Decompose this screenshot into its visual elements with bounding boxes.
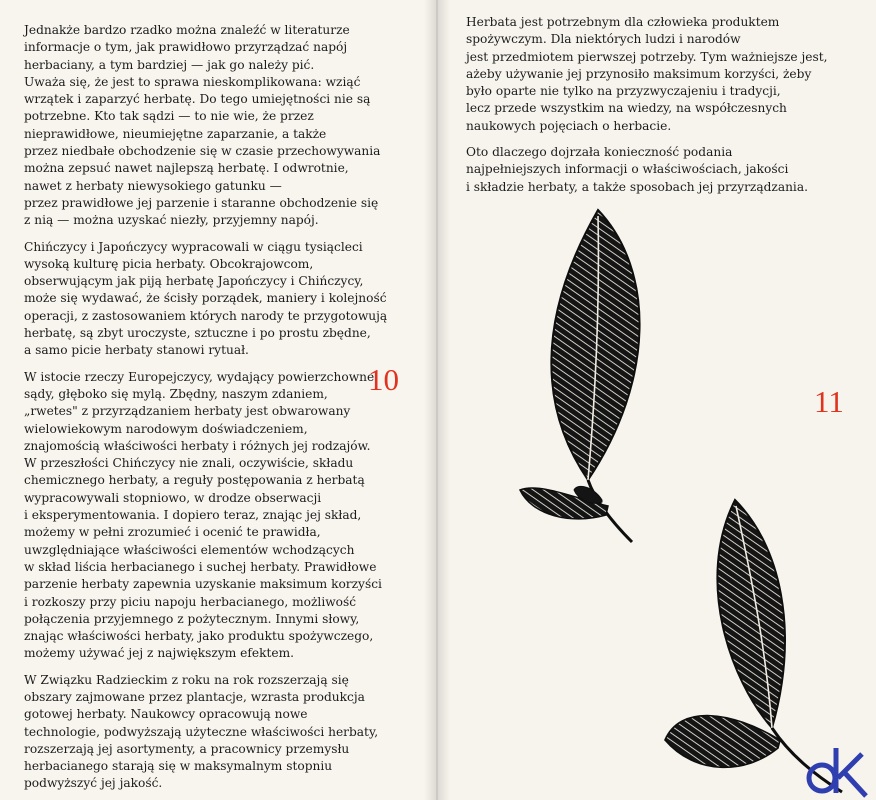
- paragraph: [24, 22, 381, 230]
- text-line: W istocie rzeczy Europejczycy, wydający powierzchowne: [24, 369, 375, 384]
- text-line: obszary zajmowane przez plantacje, wzrasta produkcja: [24, 689, 365, 704]
- text-line: podwyższyć jej jakość.: [24, 776, 163, 791]
- text-line: połączenia przyjemnego z pożytecznym. Innymi słowy,: [24, 611, 360, 626]
- text-line: może się wydawać, że ścisły porządek, maniery i kolejność: [24, 291, 387, 306]
- text-line: i rozkoszy przy piciu napoju herbacianego, możliwość: [24, 594, 357, 609]
- paragraph: [24, 239, 388, 360]
- text-line: obserwującym jak piją herbatę Japończycy i Chińczycy,: [24, 274, 364, 289]
- text-line: jest przedmiotem pierwszej potrzeby. Tym ważniejsze jest,: [466, 49, 828, 64]
- paragraph: [24, 672, 379, 793]
- text-line: Oto dlaczego dojrzała konieczność podania: [466, 145, 733, 160]
- text-line: Uważa się, że jest to sprawa nieskomplikowana: wziąć: [24, 74, 361, 89]
- text-line: informacje o tym, jak prawidłowo przyrządzać napój: [24, 40, 348, 55]
- right-page-text: [466, 14, 828, 205]
- text-line: a samo picie herbaty stanowi rytuał.: [24, 343, 249, 358]
- text-line: naukowych pojęciach o herbacie.: [466, 118, 672, 133]
- text-line: Herbata jest potrzebnym dla człowieka produktem: [466, 15, 780, 29]
- text-line: znając właściwości herbaty, jako produktu spożywczego,: [24, 629, 374, 644]
- text-line: z nią — można uzyskać niezły, przyjemny napój.: [24, 213, 319, 228]
- paragraph: [466, 144, 806, 196]
- text-line: można zepsuć nawet najlepszą herbatę. I odwrotnie,: [24, 161, 349, 176]
- text-line: herbatę, są zbyt uroczyste, sztuczne i po prostu zbędne,: [24, 326, 371, 341]
- text-line: możemy używać jej z największym efektem.: [24, 646, 295, 661]
- text-line: nieprawidłowe, nieumiejętne zaparzanie, a także: [24, 126, 327, 141]
- text-line: W Związku Radzieckim z roku na rok rozszerzają się: [24, 672, 349, 687]
- text-line: uwzględniające właściwości elementów wchodzących: [24, 542, 355, 557]
- text-line: potrzebne. Kto tak sądzi — to nie wie, że przez: [24, 109, 314, 124]
- text-line: operacji, z zastosowaniem których narody te przygotowują: [24, 308, 388, 323]
- tea-leaves-illustration: [480, 200, 876, 800]
- text-line: gotowej herbaty. Naukowcy opracowują nowe: [24, 707, 308, 722]
- text-line: herbacianego starają się w maksymalnym stopniu: [24, 759, 333, 774]
- text-line: technologie, podwyższają użyteczne właściwości herbaty,: [24, 724, 379, 739]
- text-line: było oparte nie tylko na przyzwyczajeniu i tradycji,: [466, 84, 781, 99]
- dk-logo: [800, 738, 876, 800]
- text-line: chemicznego herbaty, a reguły postępowania z herbatą: [24, 473, 365, 488]
- text-line: wrzątek i zaparzyć herbatę. Do tego umiejętności nie są: [24, 92, 371, 107]
- text-line: najpełniejszych informacji o właściwościach, jakości: [466, 162, 789, 177]
- text-line: Jednakże bardzo rzadko można znaleźć w literaturze: [24, 23, 350, 37]
- text-line: przez prawidłowe jej parzenie i staranne obchodzenie się: [24, 195, 379, 210]
- text-line: ażeby używanie jej przynosiło maksimum korzyści, żeby: [466, 66, 812, 81]
- paragraph: [24, 369, 382, 663]
- book-gutter: [424, 0, 450, 800]
- text-line: nawet z herbaty niewysokiego gatunku —: [24, 178, 282, 193]
- text-line: znajomością właściwości herbaty i różnych jej rodzajów.: [24, 438, 371, 453]
- text-line: w skład liścia herbacianego i suchej herbaty. Prawidłowe: [24, 559, 377, 574]
- text-line: wielowiekowym narodowym doświadczeniem,: [24, 421, 308, 436]
- right-page-number: 11: [814, 384, 844, 419]
- paragraph: [466, 14, 828, 135]
- text-line: sądy, głęboko się mylą. Zbędny, naszym zdaniem,: [24, 386, 328, 401]
- text-line: przez niedbałe obchodzenie się w czasie przechowywania: [24, 144, 381, 159]
- text-line: i eksperymentowania. I dopiero teraz, znając jej skład,: [24, 508, 362, 523]
- upper-leaf: [520, 210, 640, 542]
- text-line: i składzie herbaty, a także sposobach jej przyrządzania.: [466, 179, 808, 194]
- text-line: W przeszłości Chińczycy nie znali, oczywiście, składu: [24, 456, 354, 471]
- text-line: spożywczym. Dla niektórych ludzi i narodów: [466, 32, 741, 47]
- left-page-number: 10: [368, 362, 399, 397]
- text-line: wypracowywali stopniowo, w drodze obserwacji: [24, 490, 322, 505]
- text-line: wysoką kulturę picia herbaty. Obcokrajowcom,: [24, 256, 314, 271]
- text-line: rozszerzają jej asortymenty, a pracownicy przemysłu: [24, 741, 350, 756]
- text-line: możemy w pełni zrozumieć i ocenić te prawidła,: [24, 525, 321, 540]
- text-line: Chińczycy i Japończycy wypracowali w ciągu tysiącleci: [24, 239, 363, 254]
- text-line: parzenie herbaty zapewnia uzyskanie maksimum korzyści: [24, 577, 382, 592]
- text-line: herbaciany, a tym bardziej — jak go należy pić.: [24, 57, 315, 72]
- text-line: lecz przede wszystkim na wiedzy, na współczesnych: [466, 101, 787, 116]
- text-line: „rwetes" z przyrządzaniem herbaty jest obwarowany: [24, 404, 351, 419]
